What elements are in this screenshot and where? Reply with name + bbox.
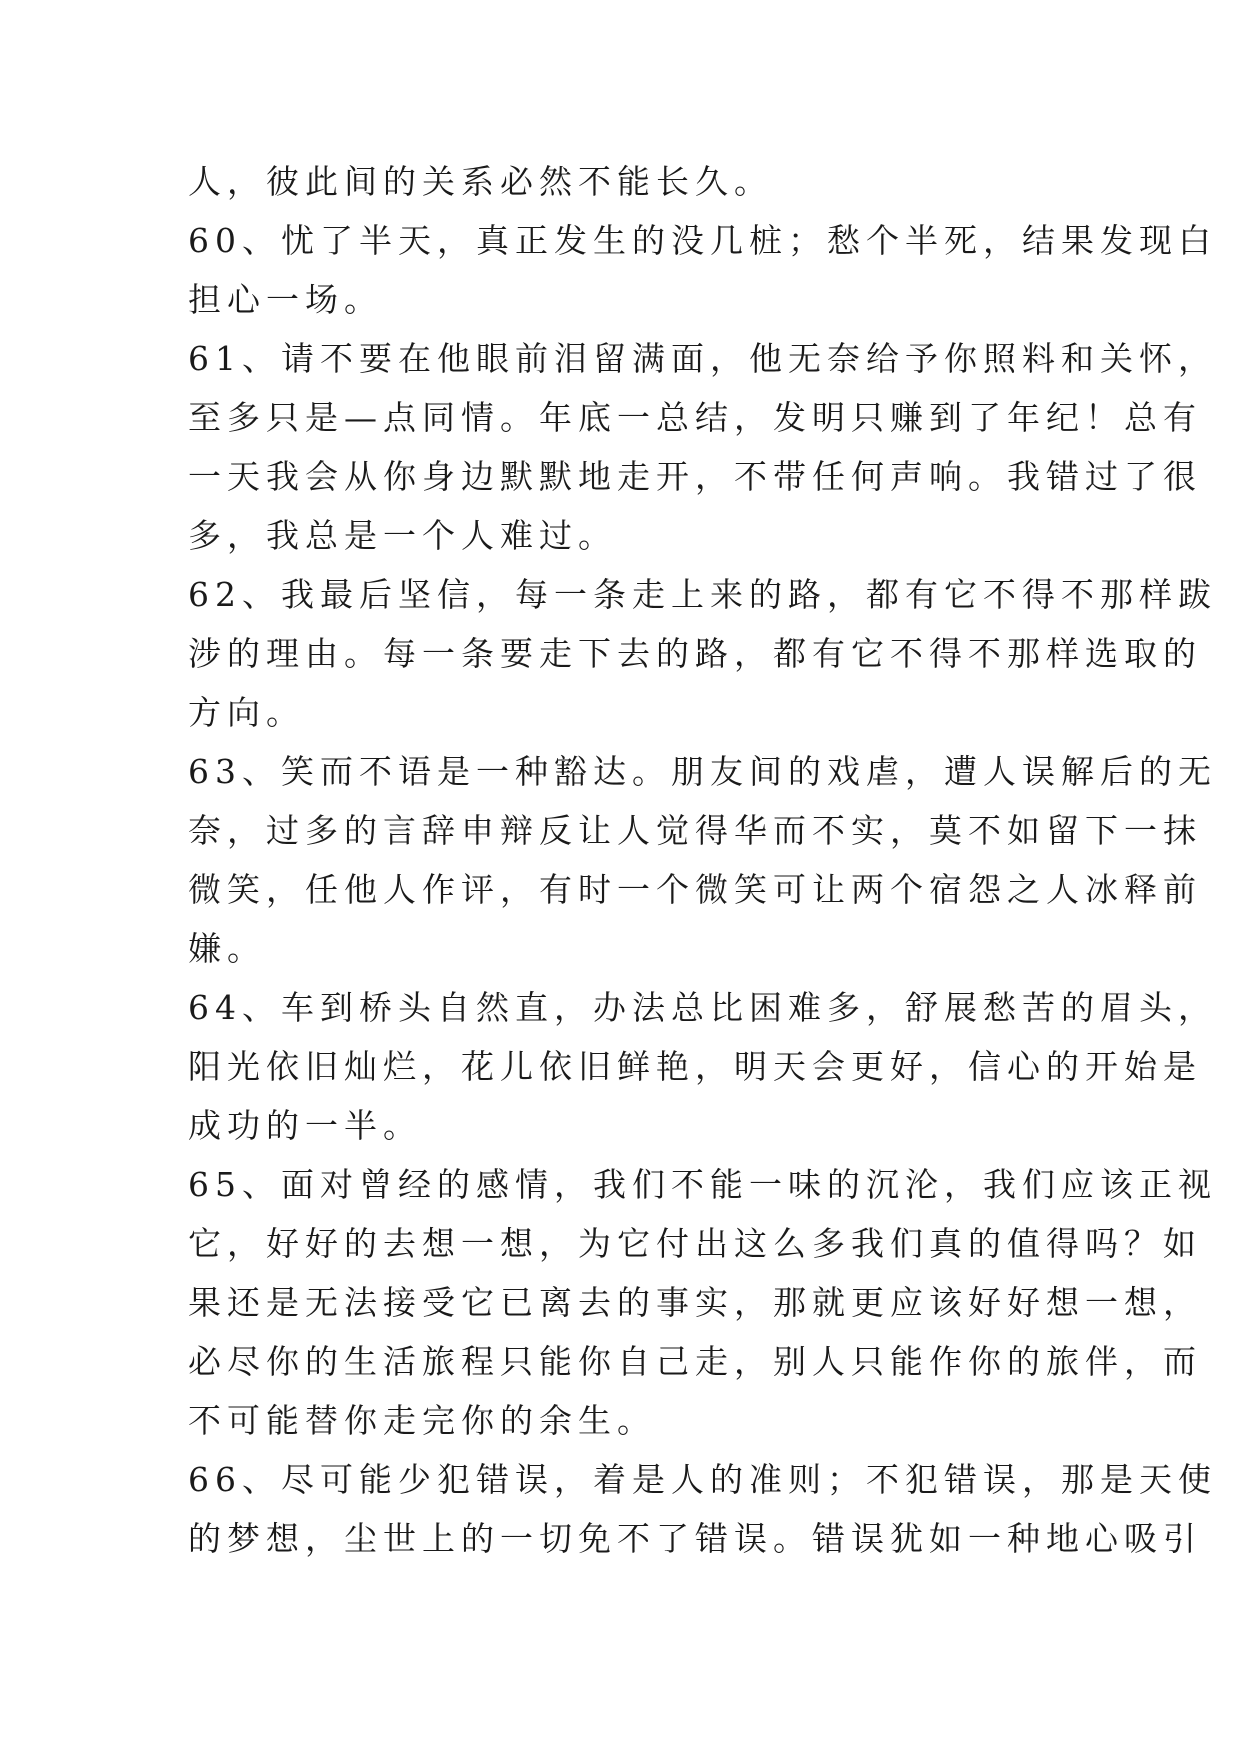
text-line: 它，好好的去想一想，为它付出这么多我们真的值得吗？如 [188,1224,1202,1263]
text-line: 奈，过多的言辞申辩反让人觉得华而不实，莫不如留下一抹 [188,811,1202,850]
text-line: 涉的理由。每一条要走下去的路，都有它不得不那样选取的 [188,634,1202,673]
text-line: 60、忧了半天，真正发生的没几桩；愁个半死，结果发现白 [188,221,1217,260]
text-line: 63、笑而不语是一种豁达。朋友间的戏虐，遭人误解后的无 [188,752,1217,791]
text-line: 61、请不要在他眼前泪留满面，他无奈给予你照料和关怀， [188,339,1217,378]
text-line: 果还是无法接受它已离去的事实，那就更应该好好想一想， [188,1283,1202,1322]
text-line: 嫌。 [188,929,266,968]
text-line: 的梦想，尘世上的一切免不了错误。错误犹如一种地心吸引 [188,1519,1202,1558]
text-line: 至多只是—点同情。年底一总结，发明只赚到了年纪！总有 [188,398,1202,437]
text-line: 成功的一半。 [188,1106,422,1145]
text-line: 一天我会从你身边默默地走开，不带任何声响。我错过了很 [188,457,1202,496]
text-line: 62、我最后坚信，每一条走上来的路，都有它不得不那样跋 [188,575,1217,614]
text-line: 66、尽可能少犯错误，着是人的准则；不犯错误，那是天使 [188,1460,1217,1499]
text-line: 不可能替你走完你的余生。 [188,1401,656,1440]
text-line: 多，我总是一个人难过。 [188,516,617,555]
text-line: 64、车到桥头自然直，办法总比困难多，舒展愁苦的眉头， [188,988,1217,1027]
text-line: 担心一场。 [188,280,383,319]
text-line: 微笑，任他人作评，有时一个微笑可让两个宿怨之人冰释前 [188,870,1202,909]
text-line: 65、面对曾经的感情，我们不能一味的沉沦，我们应该正视 [188,1165,1217,1204]
text-line: 阳光依旧灿烂，花儿依旧鲜艳，明天会更好，信心的开始是 [188,1047,1202,1086]
text-line: 必尽你的生活旅程只能你自己走，别人只能作你的旅伴，而 [188,1342,1202,1381]
document-body [188,152,1217,1568]
text-line: 方向。 [188,693,305,732]
text-line: 人，彼此间的关系必然不能长久。 [188,162,773,201]
